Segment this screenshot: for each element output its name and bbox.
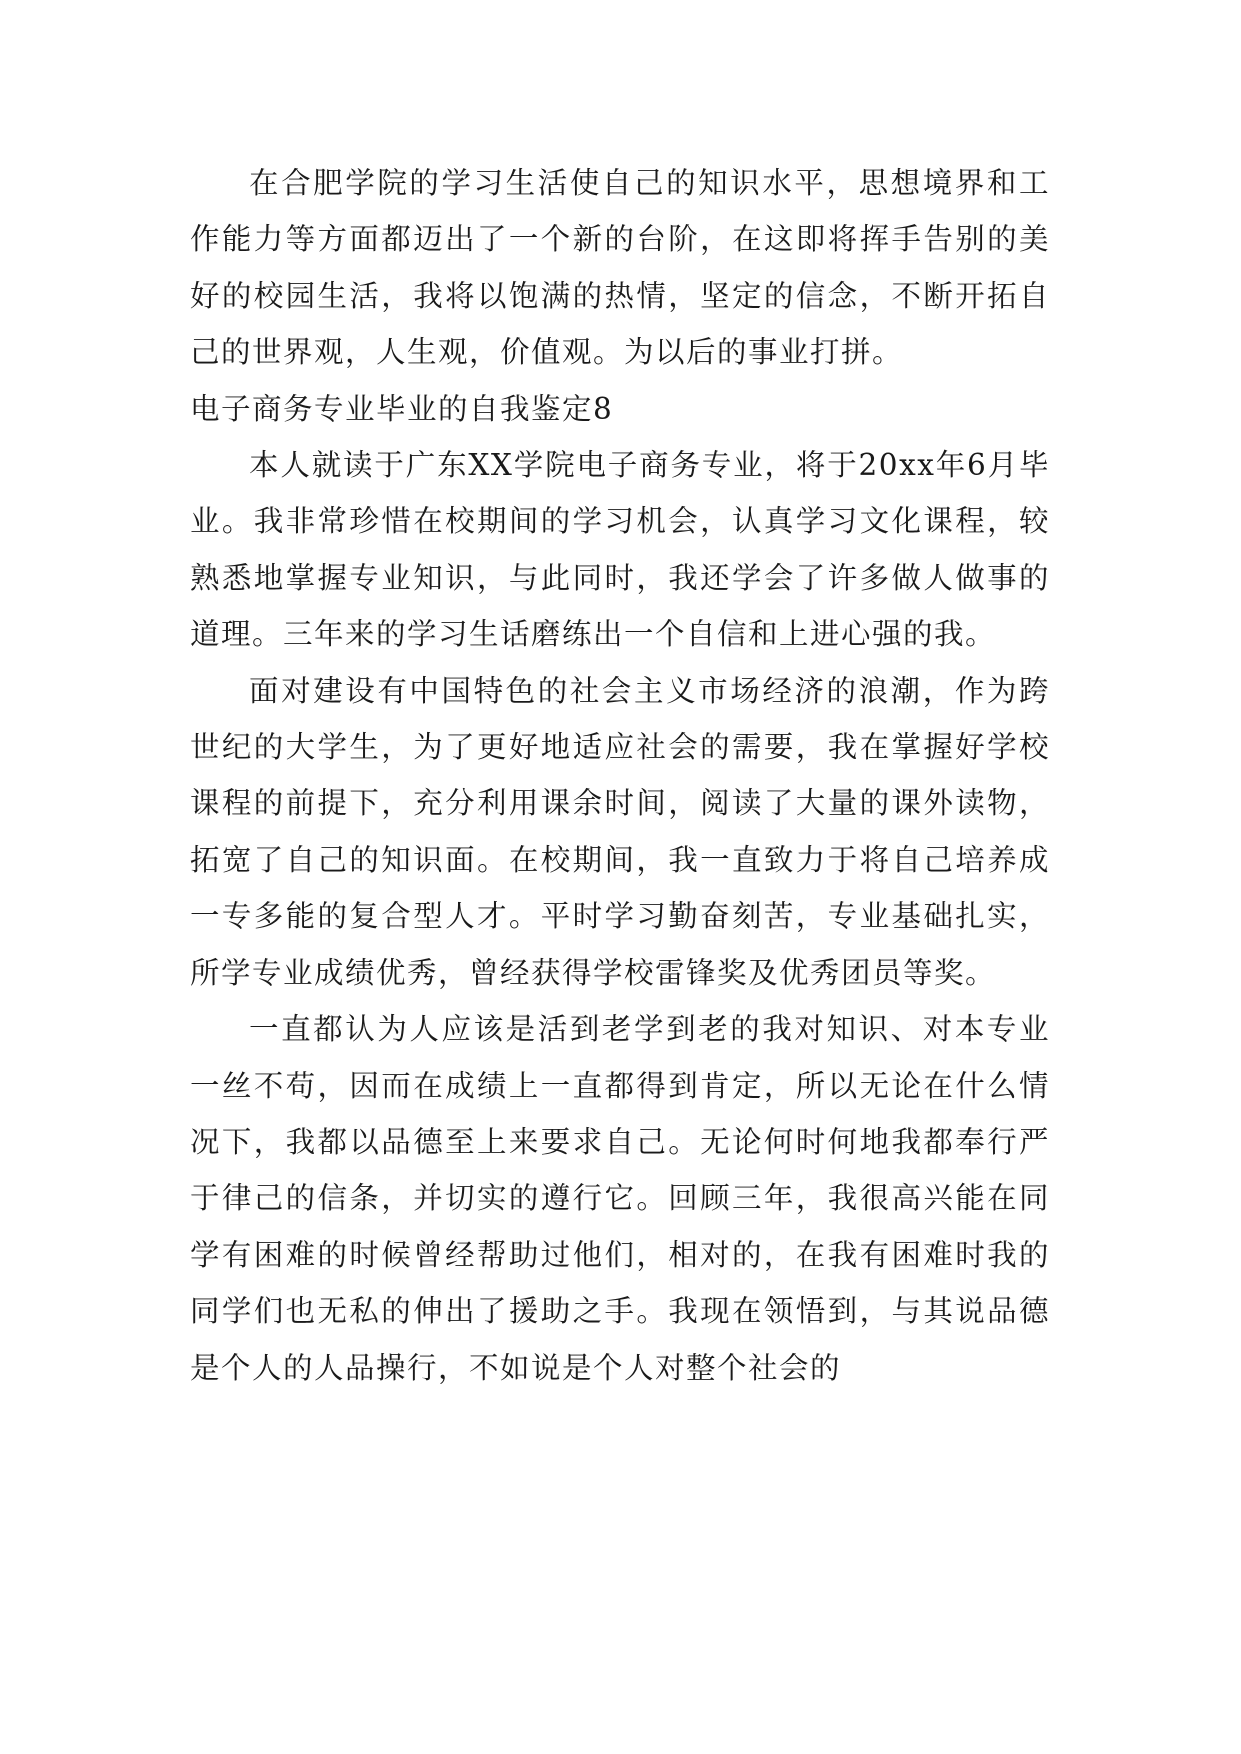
paragraph-3: 面对建设有中国特色的社会主义市场经济的浪潮，作为跨世纪的大学生，为了更好地适应社会的需要，我在掌握好学校课程的前提下，充分利用课余时间，阅读了大量的课外读物，拓宽了自己的知识面。在校期间，我一直致力于将自己培养成一专多能的复合型人才。平时学习勤奋刻苦，专业基础扎实，所学专业成绩优秀，曾经获得学校雷锋奖及优秀团员等奖。 bbox=[190, 673, 1050, 990]
paragraph-1: 在合肥学院的学习生活使自己的知识水平，思想境界和工作能力等方面都迈出了一个新的台阶，在这即将挥手告别的美好的校园生活，我将以饱满的热情，坚定的信念，不断开拓自己的世界观，人生观，价值观。为以后的事业打拼。 bbox=[190, 166, 1050, 370]
paragraph-2: 本人就读于广东XX学院电子商务专业，将于20xx年6月毕业。我非常珍惜在校期间的学习机会，认真学习文化课程，较熟悉地掌握专业知识，与此同时，我还学会了许多做人做事的道理。三年来的学习生话磨练出一个自信和上进心强的我。 bbox=[190, 448, 1050, 652]
paragraph-4: 一直都认为人应该是活到老学到老的我对知识、对本专业一丝不苟，因而在成绩上一直都得到肯定，所以无论在什么情况下，我都以品德至上来要求自己。无论何时何地我都奉行严于律己的信条，并切实的遵行它。回顾三年，我很高兴能在同学有困难的时候曾经帮助过他们，相对的，在我有困难时我的同学们也无私的伸出了援助之手。我现在领悟到，与其说品德是个人的人品操行，不如说是个人对整个社会的 bbox=[190, 1012, 1050, 1385]
document-body bbox=[190, 155, 1050, 1396]
section-heading: 电子商务专业毕业的自我鉴定8 bbox=[190, 391, 614, 426]
